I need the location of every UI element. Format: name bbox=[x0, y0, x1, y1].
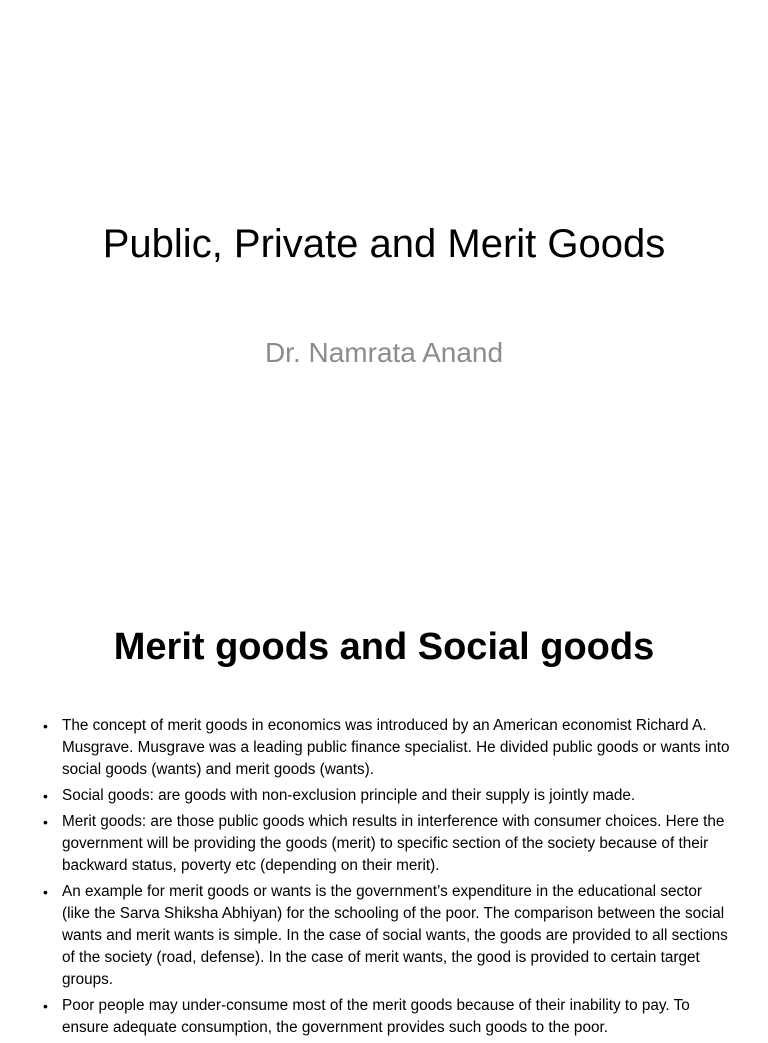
slide-title: Merit goods and Social goods bbox=[113, 626, 655, 668]
bullet-item bbox=[40, 715, 730, 781]
slide-title: Public, Private and Merit Goods bbox=[102, 222, 666, 266]
bullet-icon: • bbox=[43, 884, 48, 900]
bullet-list bbox=[40, 715, 730, 1043]
bullet-item bbox=[40, 811, 730, 877]
bullet-text: Merit goods: are those public goods which results in interference with consumer choices. Here the government will be providing the goods (merit) to specific section of the society because of their backward status, poverty etc (depending on their merit). bbox=[62, 813, 725, 874]
bullet-text: The concept of merit goods in economics was introduced by an American economist Richard A. Musgrave. Musgrave was a leading public finance specialist. He divided public goods or wants into social goods (wants) and merit goods (wants). bbox=[62, 717, 730, 778]
bullet-text: Poor people may under-consume most of the merit goods because of their inability to pay. To ensure adequate consumption, the government provides such goods to the poor. bbox=[62, 997, 690, 1036]
bullet-icon: • bbox=[43, 788, 48, 804]
bullet-text: An example for merit goods or wants is the government’s expenditure in the educational sector (like the Sarva Shiksha Abhiyan) for the schooling of the poor. The comparison between the social wants and merit wants is simple. In the case of social wants, the goods are provided to all sections of the society (road, defense). In the case of merit wants, the good is provided to certain target groups. bbox=[62, 883, 728, 988]
slide-subtitle-author: Dr. Namrata Anand bbox=[264, 337, 504, 368]
bullet-text: Social goods: are goods with non-exclusion principle and their supply is jointly made. bbox=[62, 787, 636, 804]
content-slide bbox=[0, 576, 768, 1036]
bullet-icon: • bbox=[43, 814, 48, 830]
bullet-icon: • bbox=[43, 998, 48, 1014]
bullet-item bbox=[40, 785, 730, 807]
bullet-item bbox=[40, 881, 730, 991]
bullet-icon: • bbox=[43, 718, 48, 734]
bullet-item bbox=[40, 995, 730, 1039]
